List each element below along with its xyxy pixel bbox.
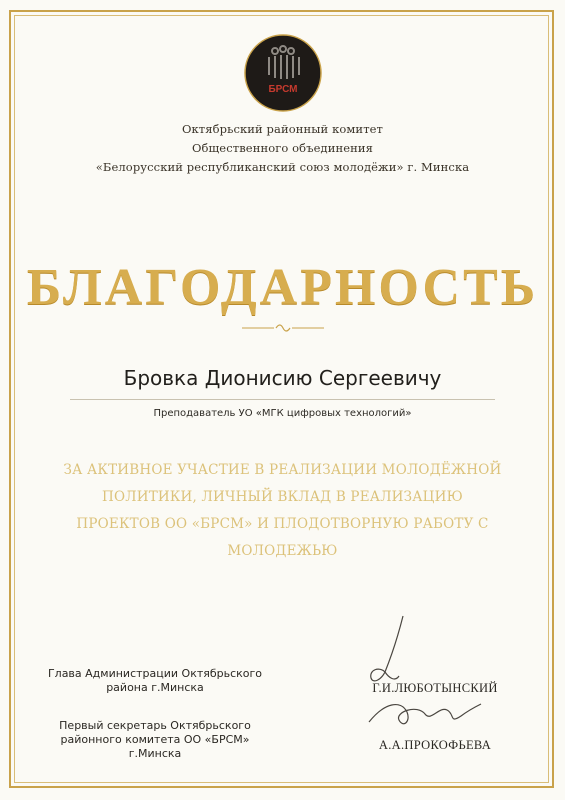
award-reason: ЗА АКТИВНОЕ УЧАСТИЕ В РЕАЛИЗАЦИИ МОЛОДЁЖНОЙ ПОЛИТИКИ, ЛИЧНЫЙ ВКЛАД В РЕАЛИЗАЦИЮ ПРОЕКТОВ ОО «БРСМ» И ПЛОДОТВОРНУЮ РАБОТУ С МОЛОДЕЖЬЮ	[63, 462, 502, 559]
signatory-2-name: А.А.ПРОКОФЬЕВА	[378, 738, 492, 752]
ornament-divider	[240, 322, 326, 334]
recipient-role: Преподаватель УО «МГК цифровых технологий»	[153, 408, 412, 419]
certificate-title: БЛАГОДАРНОСТЬ	[26, 259, 539, 316]
recipient-name: Бровка Дионисию Сергеевичу	[123, 366, 442, 390]
organization-line-3: «Белорусский республиканский союз молодёжи» г. Минска	[95, 160, 470, 174]
signatory-1-name: Г.И.ЛЮБОТЫНСКИЙ	[372, 681, 498, 695]
signatory-1-position: Глава Администрации Октябрьского района г.Минска	[47, 667, 263, 694]
logo-text: БРСМ	[268, 84, 298, 95]
organization-line-2: Общественного объединения	[191, 141, 374, 155]
signature-2-icon	[365, 696, 485, 732]
name-underline	[70, 399, 495, 400]
organization-line-1: Октябрьский районный комитет	[181, 122, 384, 136]
signature-1-icon	[355, 612, 425, 692]
brsm-logo-icon	[243, 33, 323, 113]
signatory-2-position: Первый секретарь Октябрьского районного комитета ОО «БРСМ» г.Минска	[59, 719, 251, 760]
